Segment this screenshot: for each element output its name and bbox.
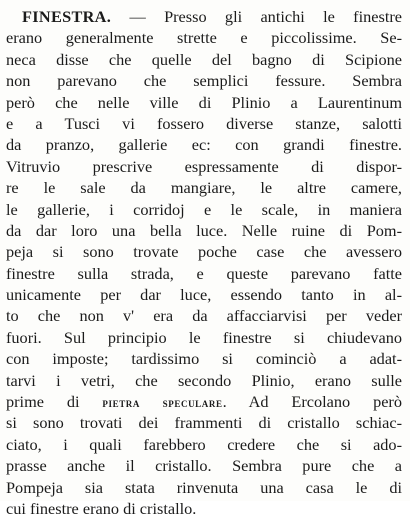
entry-line: da dar loro una bella luce. Nelle ruine di Pom- (6, 220, 402, 240)
entry-line: unicamente per dar luce, essendo tanto in al- (6, 285, 402, 305)
entry-line: non parevano che semplici fessure. Sembra (6, 71, 402, 91)
entry-line: tarvi i vetri, che secondo Plinio, erano sulle (6, 370, 402, 390)
entry-line: da pranzo, gallerie ec: con grandi finestre. (6, 135, 402, 155)
dictionary-entry (6, 6, 402, 519)
entry-line-text: . Ad Ercolano però (222, 392, 402, 412)
entry-line: neca disse che quelle del bagno di Scipione (6, 49, 402, 69)
entry-line (6, 6, 402, 27)
entry-line: peja si sono trovate poche case che avessero (6, 242, 402, 262)
entry-line: con imposte; tardissimo si cominciò a adat- (6, 349, 402, 369)
entry-line: re le sale da mangiare, le altre camere, (6, 178, 402, 198)
entry-line: prasse anche il cristallo. Sembra pure che a (6, 456, 402, 476)
entry-headword: FINESTRA. (22, 7, 112, 26)
entry-line: e a Tusci vi fossero diverse stanze, salotti (6, 113, 402, 133)
entry-line-text: — Presso gli antichi le finestre (111, 7, 402, 26)
entry-line: cui finestre erano di cristallo. (6, 498, 197, 518)
entry-line: Pompeja sia stata rinvenuta una casa le di (6, 477, 402, 497)
entry-line: to che non v' era da affacciarvisi per veder (6, 306, 402, 326)
entry-line-text: prime di (6, 392, 103, 412)
entry-line: si sono trovati dei frammenti di cristallo schiac- (6, 413, 402, 433)
entry-line: erano generalmente strette e piccolissime. Se- (6, 28, 402, 48)
entry-line: fuori. Sul principio le finestre si chiudevano (6, 327, 402, 347)
entry-line: le gallerie, i corridoj e le scale, in maniera (6, 199, 402, 219)
smallcaps-term: pietra speculare (102, 395, 223, 411)
entry-line (6, 391, 402, 412)
entry-line: però che nelle ville di Plinio a Laurentinum (6, 92, 402, 112)
entry-line: ciato, i quali farebbero credere che si ado- (6, 434, 402, 454)
entry-line: Vitruvio prescrive espressamente di dispor- (6, 156, 402, 176)
entry-line: finestre sulla strada, e queste parevano fatte (6, 263, 402, 283)
